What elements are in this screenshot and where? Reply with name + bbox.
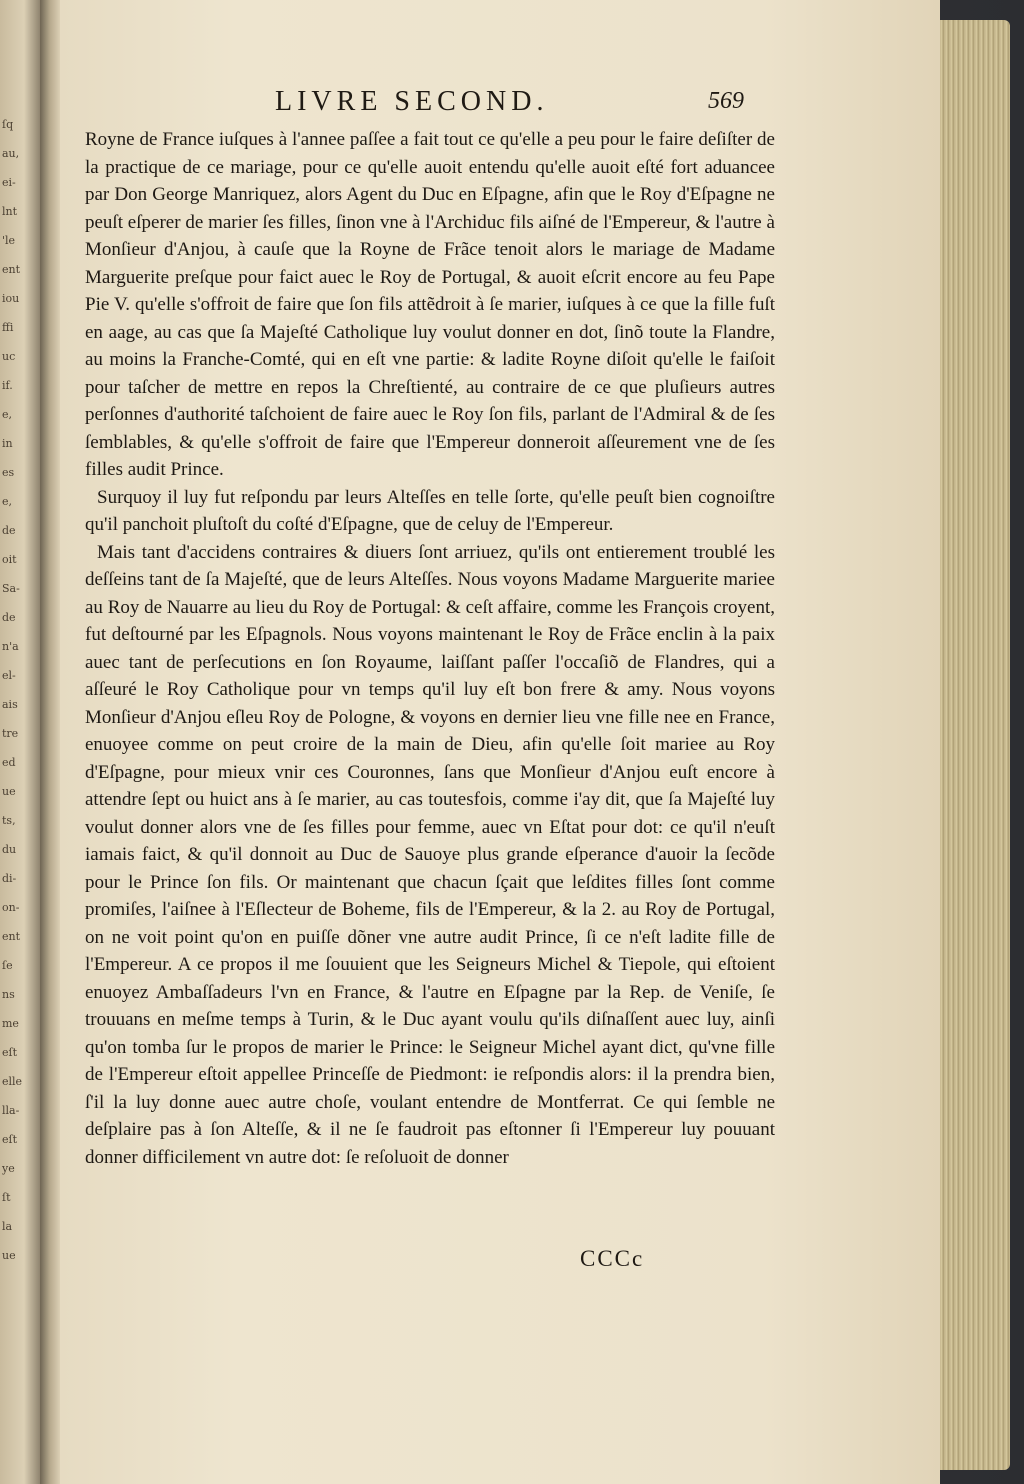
margin-fragment: ts,	[2, 814, 16, 827]
margin-fragment: uc	[2, 350, 16, 363]
margin-fragment: lla-	[2, 1104, 20, 1117]
signature-mark: CCCc	[580, 1246, 645, 1271]
margin-fragment: ffi	[2, 321, 14, 334]
margin-fragment: ent	[2, 930, 21, 943]
page-header	[60, 80, 880, 120]
margin-fragment: iou	[2, 292, 20, 305]
margin-fragment: ns	[2, 988, 15, 1001]
margin-fragment: es	[2, 466, 15, 479]
margin-fragment: el-	[2, 669, 16, 682]
paragraph: Mais tant d'accidens contraires & diuers ſont arriuez, qu'ils ont entierement troublé les deſſeins tant de ſa Majeſté, que de leurs Alteſſes. Nous voyons Madame Marguerite mariee au Roy de Nauarre au lieu du Roy de Portugal: & ceſt affaire, comme les François croyent, fut deſtourné par les Eſpagnols. Nous voyons maintenant le Roy de Frãce enclin à la paix auec tant de perſecutions en ſon Royaume, laiſſant paſſer l'occaſiõ de Flandres, qui a aſſeuré le Roy Catholique pour vn temps qu'il luy eſt bon frere & amy. Nous voyons Monſieur d'Anjou eſleu Roy de Pologne, & voyons en dernier lieu vne fille nee en France, enuoyee comme on peut croire de la main de Dieu, afin qu'elle ſoit mariee au Roy d'Eſpagne, pour mieux vnir ces Couronnes, ſans que Monſieur d'Anjou euſt encore à attendre ſept ou huict ans à ſe marier, au cas toutesfois, comme i'ay dit, que ſa Majeſté luy voulut donner alors vne de ſes filles pour femme, auec vn Eſtat pour dot: ce qu'il n'euſt iamais faict, & qu'il donnoit au Duc de Sauoye plus grande eſperance d'auoir la ſecõde pour le Prince ſon fils. Or maintenant que chacun ſçait que leſdites filles ſont comme promiſes, l'aiſnee à l'Eſlecteur de Boheme, fils de l'Empereur, & la 2. au Roy de Portugal, on ne voit point qu'on en puiſſe dõner vne autre audit Prince, ſi ce n'eſt ladite fille de l'Empereur. A ce propos il me ſouuient que les Seigneurs Michel & Tiepole, qui eſtoient enuoyez Ambaſſadeurs l'vn en France, & l'autre en Eſpagne par la Rep. de Veniſe, ſe trouuans en meſme temps à Turin, & le Duc ayant voulu qu'ils diſnaſſent auec luy, ainſi qu'on tomba ſur le propos de marier le Prince: le Seigneur Michel ayant dict, qu'vne fille de l'Empereur eſtoit appellee Princeſſe de Piedmont: ie reſpondis alors: il la prendra bien, ſ'il la luy donne auec autre choſe, voulant entendre de Montferrat. Ce qui ſemble ne deſplaire pas à ſon Alteſſe, & il ne ſe faudroit pas eſtonner ſi l'Empereur luy pouuant donner difficilement vn autre dot: ſe reſoluoit de donner	[85, 541, 775, 1168]
margin-fragment: e,	[2, 495, 13, 508]
margin-fragment: ue	[2, 1249, 16, 1262]
margin-fragment: on-	[2, 901, 20, 914]
margin-fragment: eſt	[2, 1133, 18, 1146]
book-gutter	[40, 0, 62, 1484]
margin-fragment: me	[2, 1017, 19, 1030]
margin-fragment: ſe	[2, 959, 13, 972]
margin-fragment: la	[2, 1220, 13, 1233]
margin-fragment: in	[2, 437, 13, 450]
margin-fragment: oit	[2, 553, 17, 566]
body-text	[85, 126, 775, 1171]
margin-fragment: lnt	[2, 205, 18, 218]
margin-fragment: if.	[2, 379, 13, 392]
margin-fragment: di-	[2, 872, 17, 885]
margin-fragment: tre	[2, 727, 19, 740]
margin-fragment: de	[2, 611, 16, 624]
margin-fragment: de	[2, 524, 16, 537]
margin-fragment: ed	[2, 756, 16, 769]
margin-fragment: ent	[2, 263, 21, 276]
margin-fragment: ye	[2, 1162, 15, 1175]
page-number: 569	[708, 88, 744, 114]
paragraph: Surquoy il luy fut reſpondu par leurs Alteſſes en telle ſorte, qu'elle peuſt bien cognoiſtre qu'il panchoit pluſtoſt du coſté d'Eſpagne, que de celuy de l'Empereur.	[85, 486, 775, 535]
margin-fragment: ſq	[2, 118, 14, 131]
margin-fragment: n'a	[2, 640, 19, 653]
margin-fragment: ſt	[2, 1191, 11, 1204]
margin-fragment: ais	[2, 698, 18, 711]
margin-fragment: ei-	[2, 176, 16, 189]
page-block-edge	[940, 20, 1010, 1470]
margin-fragment: au,	[2, 147, 20, 160]
running-head: LIVRE SECOND.	[275, 86, 549, 117]
paragraph: Royne de France iuſques à l'annee paſſee a fait tout ce qu'elle a peu pour le faire deſiſter de la practique de ce mariage, pour ce qu'elle auoit entendu qu'elle auoit eſté fort aduancee par Don George Manriquez, alors Agent du Duc en Eſpagne, afin que le Roy d'Eſpagne ne peuſt eſperer de marier ſes filles, ſinon vne à l'Archiduc fils aiſné de l'Empereur, & l'autre à Monſieur d'Anjou, à cauſe que la Royne de Frãce tenoit alors le mariage de Madame Marguerite preſque pour faict auec le Roy de Portugal, & auoit eſcrit encore au feu Pape Pie V. qu'elle s'offroit de faire que ſon fils attẽdroit à ſe marier, iuſques à ce que la fille fuſt en aage, au cas que ſa Majeſté Catholique luy voulut donner en dot, ſinõ toute la Flandre, au moins la Franche-Comté, qui en eſt vne partie: & ladite Royne diſoit qu'elle le faiſoit pour taſcher de mettre en repos la Chreſtienté, au contraire de ce que pluſieurs autres perſonnes d'authorité taſchoient de faire auec le Roy ſon fils, parlant de l'Admiral & de ſes ſemblables, & qu'elle s'offroit de faire que l'Empereur donneroit aſſeurement vne de ſes filles audit Prince.	[85, 129, 775, 480]
margin-fragment: du	[2, 843, 17, 856]
margin-fragment: ue	[2, 785, 16, 798]
margin-fragment: e,	[2, 408, 13, 421]
margin-fragment: elle	[2, 1075, 23, 1088]
margin-fragment: eſt	[2, 1046, 18, 1059]
previous-page-edge	[0, 0, 40, 1484]
margin-fragment: Sa-	[2, 582, 20, 595]
margin-fragment: 'le	[2, 234, 16, 247]
